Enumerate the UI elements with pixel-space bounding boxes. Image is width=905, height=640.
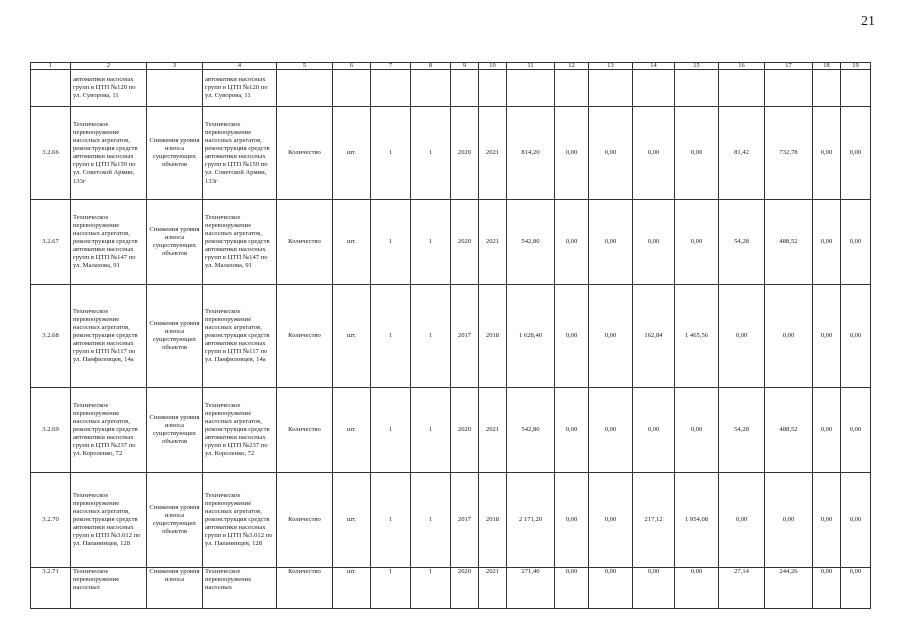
quantity-2: 1 [411,285,451,388]
value-col-12: 0,00 [555,388,589,473]
measure-result: Техническое перевооружение насосных агрегатов, реконструкция средств автоматики насосных групп в ЦТП №3.012 по ул. Папанинцев, 128 [203,473,277,568]
quantity-2: 1 [411,200,451,285]
quantity: 1 [371,388,411,473]
indicator: Количество [277,388,333,473]
measure-result: автоматики насосных групп в ЦТП №120 по ул. Суворова, 11 [203,70,277,107]
unit: шт. [333,473,371,568]
quantity [371,70,411,107]
column-number: 2 [71,63,147,70]
year-end: 2021 [479,568,507,609]
column-number: 5 [277,63,333,70]
measure-name: Техническое перевооружение насосных агрегатов, реконструкция средств автоматики насосных групп в ЦТП №3.012 по ул. Папанинцев, 128 [71,473,147,568]
value-col-13: 0,00 [589,473,633,568]
value-col-15: 1 954,08 [675,473,719,568]
value-col-14: 162,84 [633,285,675,388]
value-col-13: 0,00 [589,200,633,285]
value-col-17: 488,52 [765,388,813,473]
value-col-14: 0,00 [633,388,675,473]
value-col-19 [841,70,871,107]
total-cost: 1 628,40 [507,285,555,388]
value-col-14: 0,00 [633,107,675,200]
year-start: 2017 [451,285,479,388]
column-number: 4 [203,63,277,70]
total-cost: 542,80 [507,388,555,473]
quantity: 1 [371,568,411,609]
column-number: 14 [633,63,675,70]
value-col-14: 0,00 [633,568,675,609]
year-end: 2021 [479,107,507,200]
measure-name: Техническое перевооружение насосных агрегатов, реконструкция средств автоматики насосных групп в ЦТП №159 по ул. Советской Армии, 133г [71,107,147,200]
quantity-2: 1 [411,107,451,200]
measure-result: Техническое перевооружение насосных агрегатов, реконструкция средств автоматики насосных групп в ЦТП №159 по ул. Советской Армии, 133г [203,107,277,200]
indicator: Количество [277,200,333,285]
year-start: 2017 [451,473,479,568]
table-row [31,107,871,200]
total-cost: 814,20 [507,107,555,200]
table-row [31,388,871,473]
value-col-13 [589,70,633,107]
value-col-14: 0,00 [633,200,675,285]
value-col-15: 0,00 [675,568,719,609]
row-number: 3.2.70 [31,473,71,568]
quantity-2: 1 [411,473,451,568]
value-col-18: 0,00 [813,473,841,568]
value-col-19: 0,00 [841,568,871,609]
measure-name: Техническое перевооружение насосных [71,568,147,609]
column-number: 10 [479,63,507,70]
value-col-18: 0,00 [813,200,841,285]
page-number: 21 [861,14,875,29]
measure-goal [147,70,203,107]
measure-name: Техническое перевооружение насосных агрегатов, реконструкция средств автоматики насосных групп в ЦТП №237 по ул. Короленко, 72 [71,388,147,473]
value-col-19: 0,00 [841,473,871,568]
unit: шт. [333,285,371,388]
value-col-19: 0,00 [841,107,871,200]
value-col-15 [675,70,719,107]
value-col-19: 0,00 [841,200,871,285]
value-col-19: 0,00 [841,388,871,473]
unit: шт. [333,568,371,609]
unit [333,70,371,107]
column-number: 6 [333,63,371,70]
value-col-12: 0,00 [555,285,589,388]
column-number: 11 [507,63,555,70]
unit: шт. [333,200,371,285]
value-col-18: 0,00 [813,388,841,473]
column-number: 13 [589,63,633,70]
year-end: 2018 [479,473,507,568]
row-number: 3.2.68 [31,285,71,388]
year-start: 2020 [451,107,479,200]
column-number: 12 [555,63,589,70]
quantity-2: 1 [411,568,451,609]
measure-result: Техническое перевооружение насосных агрегатов, реконструкция средств автоматики насосных групп в ЦТП №147 по ул. Малахова, 91 [203,200,277,285]
total-cost [507,70,555,107]
column-number: 18 [813,63,841,70]
value-col-15: 1 465,56 [675,285,719,388]
value-col-18 [813,70,841,107]
value-col-19: 0,00 [841,285,871,388]
value-col-12: 0,00 [555,200,589,285]
measure-goal: Снижения уровня износа существующих объектов [147,107,203,200]
value-col-16: 27,14 [719,568,765,609]
row-number [31,70,71,107]
measure-goal: Снижения уровня износа существующих объектов [147,473,203,568]
column-number: 1 [31,63,71,70]
table-row [31,200,871,285]
value-col-15: 0,00 [675,107,719,200]
value-col-14: 217,12 [633,473,675,568]
year-start: 2020 [451,388,479,473]
row-number: 3.2.71 [31,568,71,609]
total-cost: 542,80 [507,200,555,285]
value-col-13: 0,00 [589,107,633,200]
quantity: 1 [371,107,411,200]
row-number: 3.2.67 [31,200,71,285]
value-col-17 [765,70,813,107]
value-col-12 [555,70,589,107]
value-col-17: 732,78 [765,107,813,200]
value-col-16: 0,00 [719,285,765,388]
year-end: 2021 [479,200,507,285]
column-number: 19 [841,63,871,70]
value-col-13: 0,00 [589,285,633,388]
value-col-17: 244,26 [765,568,813,609]
value-col-15: 0,00 [675,200,719,285]
measure-name: автоматики насосных групп в ЦТП №120 по ул. Суворова, 11 [71,70,147,107]
value-col-14 [633,70,675,107]
row-number: 3.2.66 [31,107,71,200]
value-col-16: 0,00 [719,473,765,568]
measure-result: Техническое перевооружение насосных [203,568,277,609]
year-start: 2020 [451,200,479,285]
quantity: 1 [371,285,411,388]
table-row [31,568,871,609]
measure-goal: Снижения уровня износа существующих объектов [147,200,203,285]
value-col-16: 54,28 [719,200,765,285]
indicator [277,70,333,107]
value-col-15: 0,00 [675,388,719,473]
indicator: Количество [277,107,333,200]
column-number-header-row [31,63,871,70]
value-col-16 [719,70,765,107]
column-number: 3 [147,63,203,70]
column-number: 15 [675,63,719,70]
value-col-16: 54,28 [719,388,765,473]
value-col-18: 0,00 [813,107,841,200]
measure-result: Техническое перевооружение насосных агрегатов, реконструкция средств автоматики насосных групп в ЦТП №237 по ул. Короленко, 72 [203,388,277,473]
indicator: Количество [277,285,333,388]
quantity-2: 1 [411,388,451,473]
investment-program-table [30,62,871,609]
quantity: 1 [371,200,411,285]
value-col-12: 0,00 [555,107,589,200]
year-start: 2020 [451,568,479,609]
value-col-17: 0,00 [765,285,813,388]
table-row [31,70,871,107]
value-col-17: 0,00 [765,473,813,568]
table-row [31,473,871,568]
measure-goal: Снижения уровня износа [147,568,203,609]
measure-goal: Снижения уровня износа существующих объектов [147,285,203,388]
value-col-18: 0,00 [813,285,841,388]
indicator: Количество [277,568,333,609]
quantity: 1 [371,473,411,568]
year-end: 2018 [479,285,507,388]
unit: шт. [333,388,371,473]
value-col-13: 0,00 [589,568,633,609]
row-number: 3.2.69 [31,388,71,473]
value-col-12: 0,00 [555,568,589,609]
indicator: Количество [277,473,333,568]
column-number: 17 [765,63,813,70]
measure-goal: Снижения уровня износа существующих объектов [147,388,203,473]
table-row [31,285,871,388]
value-col-13: 0,00 [589,388,633,473]
column-number: 16 [719,63,765,70]
measure-name: Техническое перевооружение насосных агрегатов, реконструкция средств автоматики насосных групп в ЦТП №147 по ул. Малахова, 91 [71,200,147,285]
year-end: 2021 [479,388,507,473]
value-col-17: 488,52 [765,200,813,285]
column-number: 8 [411,63,451,70]
column-number: 7 [371,63,411,70]
measure-name: Техническое перевооружение насосных агрегатов, реконструкция средств автоматики насосных групп в ЦТП №117 по ул. Панфиловцев, 14а [71,285,147,388]
value-col-12: 0,00 [555,473,589,568]
unit: шт. [333,107,371,200]
total-cost: 2 171,20 [507,473,555,568]
year-start [451,70,479,107]
column-number: 9 [451,63,479,70]
measure-result: Техническое перевооружение насосных агрегатов, реконструкция средств автоматики насосных групп в ЦТП №117 по ул. Панфиловцев, 14а [203,285,277,388]
value-col-16: 81,42 [719,107,765,200]
year-end [479,70,507,107]
quantity-2 [411,70,451,107]
value-col-18: 0,00 [813,568,841,609]
total-cost: 271,40 [507,568,555,609]
